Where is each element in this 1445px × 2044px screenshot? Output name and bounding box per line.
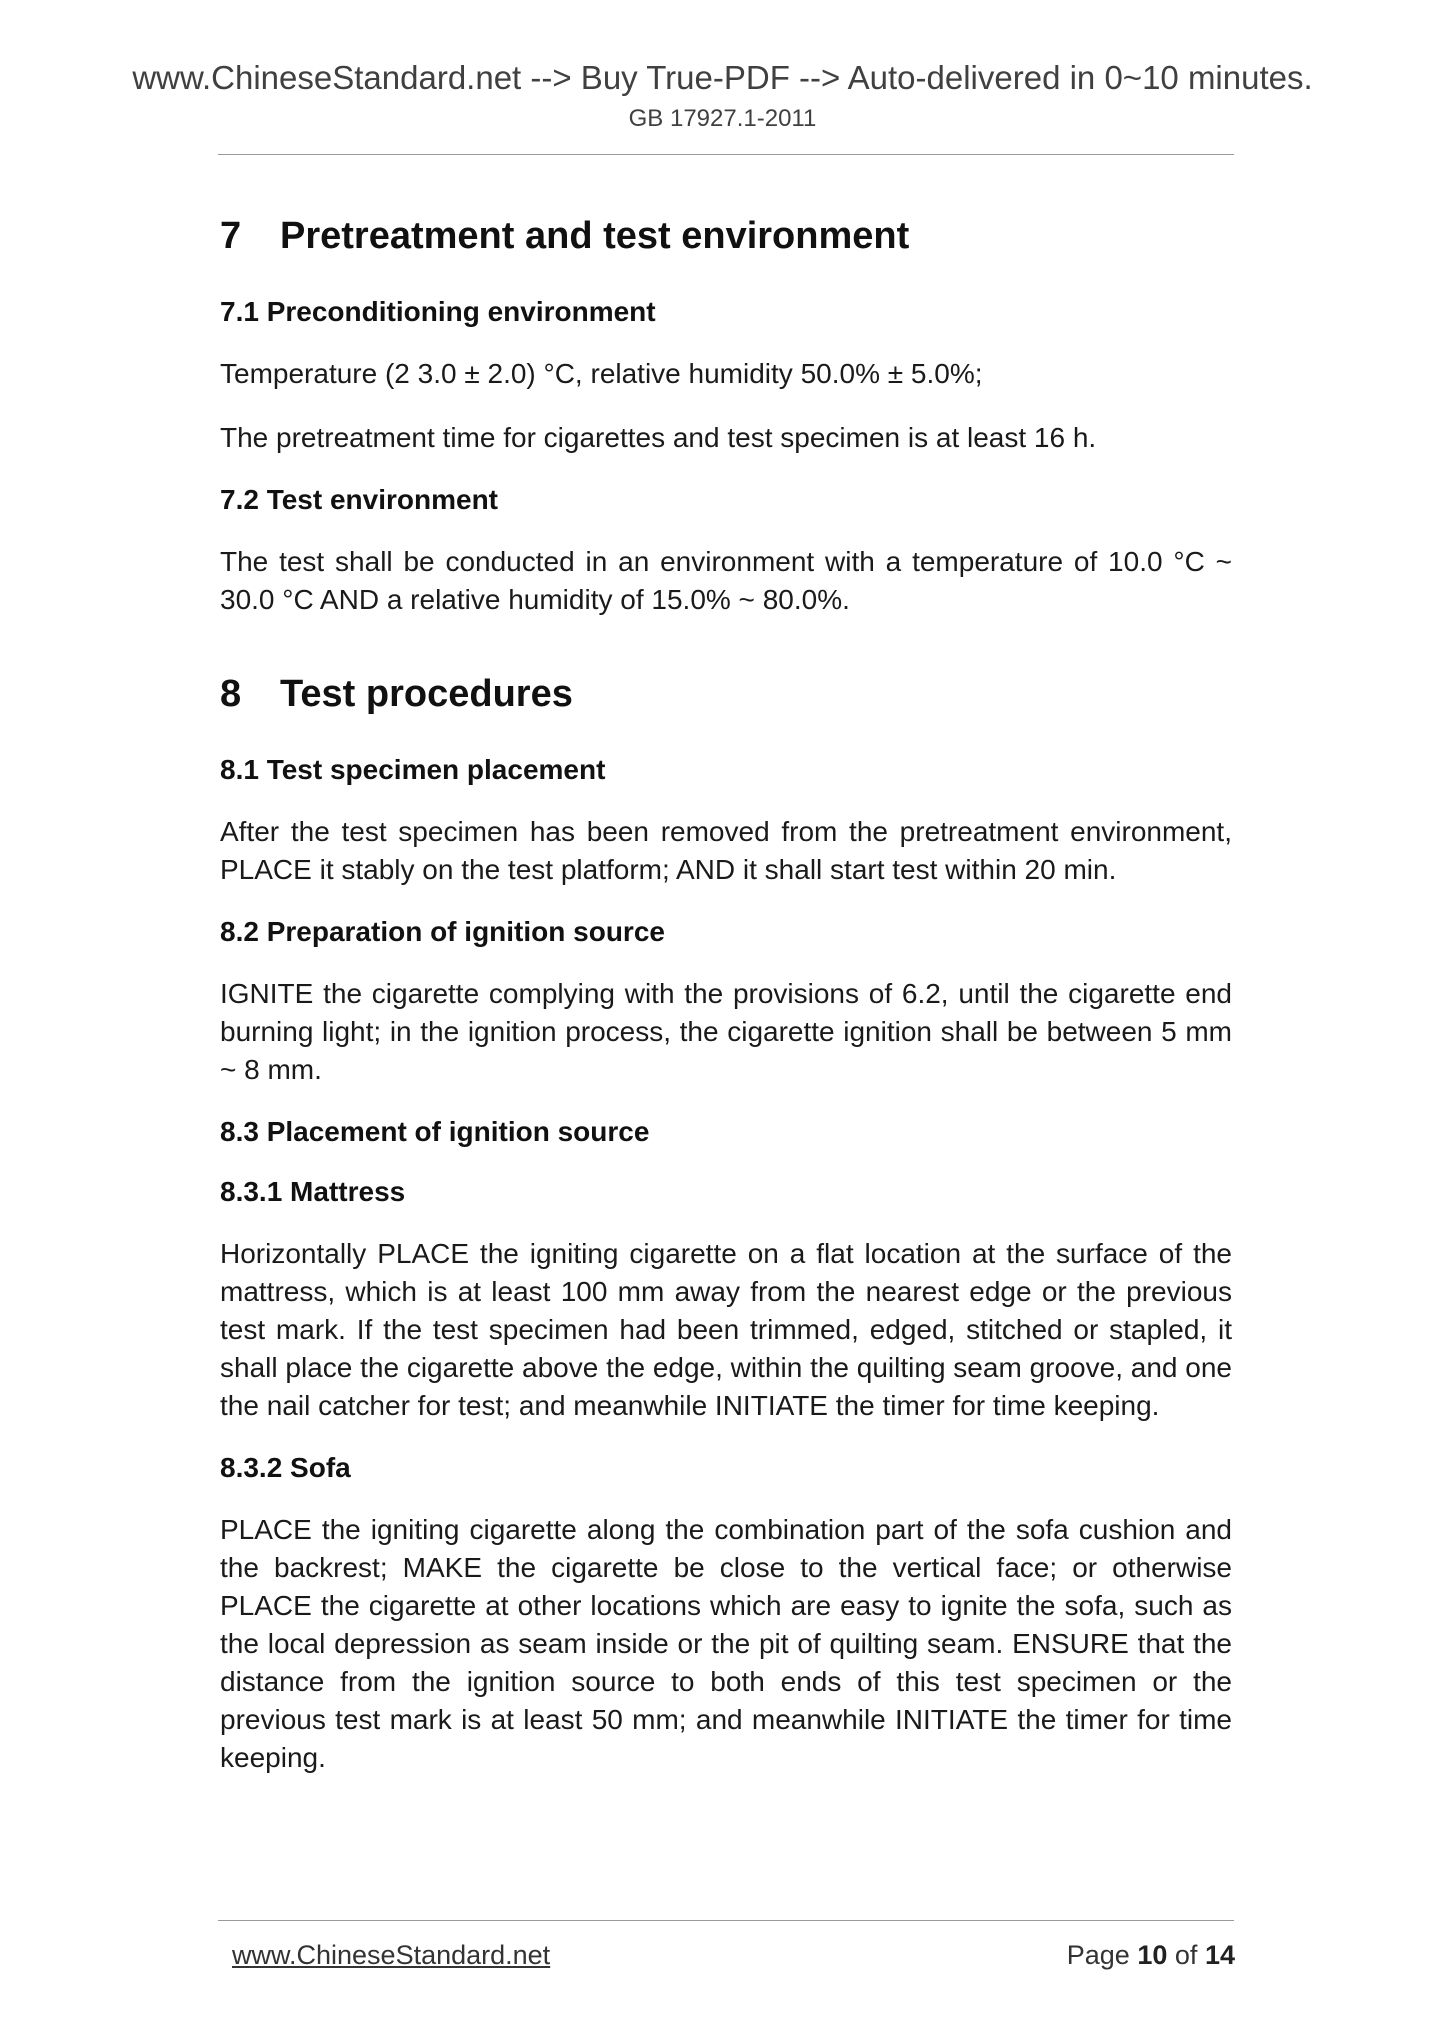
section-7-number: 7 <box>220 215 242 257</box>
section-8-2-paragraph-1: IGNITE the cigarette complying with the provisions of 6.2, until the cigarette end burning light; in the ignition process, the cigarette ignition shall be between 5 mm ~ 8 mm. <box>220 978 1232 1085</box>
header-banner: www.ChineseStandard.net --> Buy True-PDF --> Auto-delivered in 0~10 minutes. <box>132 59 1313 96</box>
page-total: 14 <box>1204 1940 1235 1970</box>
section-8-3-1-heading: 8.3.1 Mattress <box>220 1176 406 1207</box>
section-7-title: Pretreatment and test environment <box>280 215 910 257</box>
section-8-1-heading: 8.1 Test specimen placement <box>220 754 606 785</box>
section-7-1-heading: 7.1 Preconditioning environment <box>220 296 656 327</box>
section-7-heading <box>220 213 1232 259</box>
section-8-title: Test procedures <box>280 673 573 715</box>
section-8-2-heading: 8.2 Preparation of ignition source <box>220 916 665 947</box>
page-word: Page <box>1066 1940 1130 1970</box>
footer-divider <box>218 1920 1234 1921</box>
section-7-1-paragraph-1: Temperature (2 3.0 ± 2.0) °C, relative humidity 50.0% ± 5.0%; <box>220 358 983 389</box>
page-current: 10 <box>1137 1940 1168 1970</box>
header-divider <box>218 154 1234 155</box>
section-8-1-paragraph-1: After the test specimen has been removed from the pretreatment environment, PLACE it stably on the test platform; AND it shall start test within 20 min. <box>220 816 1232 885</box>
page-indicator <box>1067 1938 1235 1972</box>
footer-website-link[interactable]: www.ChineseStandard.net <box>232 1940 551 1970</box>
section-8-3-1-paragraph-1: Horizontally PLACE the igniting cigarette on a flat location at the surface of the mattress, which is at least 100 mm away from the nearest edge or the previous test mark. If the test specimen had been trimmed, edged, stitched or stapled, it shall place the cigarette above the edge, within the quilting seam groove, and one the nail catcher for test; and meanwhile INITIATE the timer for time keeping. <box>220 1238 1232 1421</box>
document-body <box>220 205 1232 1803</box>
section-8-heading <box>220 671 1232 717</box>
section-7-2-heading: 7.2 Test environment <box>220 484 499 515</box>
section-8-3-2-heading: 8.3.2 Sofa <box>220 1452 351 1483</box>
section-7-2-paragraph-1: The test shall be conducted in an environment with a temperature of 10.0 °C ~ 30.0 °C AND a relative humidity of 15.0% ~ 80.0%. <box>220 546 1232 615</box>
section-8-3-2-paragraph-1: PLACE the igniting cigarette along the combination part of the sofa cushion and the backrest; MAKE the cigarette be close to the vertical face; or otherwise PLACE the cigarette at other locations which are easy to ignite the sofa, such as the local depression as seam inside or the pit of quilting seam. ENSURE that the distance from the ignition source to both ends of this test specimen or the previous test mark is at least 50 mm; and meanwhile INITIATE the timer for time keeping. <box>220 1514 1232 1773</box>
section-7-1-paragraph-2: The pretreatment time for cigarettes and test specimen is at least 16 h. <box>220 422 1097 453</box>
standard-code: GB 17927.1-2011 <box>628 105 817 132</box>
section-8-number: 8 <box>220 673 242 715</box>
of-word: of <box>1174 1940 1198 1970</box>
section-8-3-heading: 8.3 Placement of ignition source <box>220 1116 650 1147</box>
